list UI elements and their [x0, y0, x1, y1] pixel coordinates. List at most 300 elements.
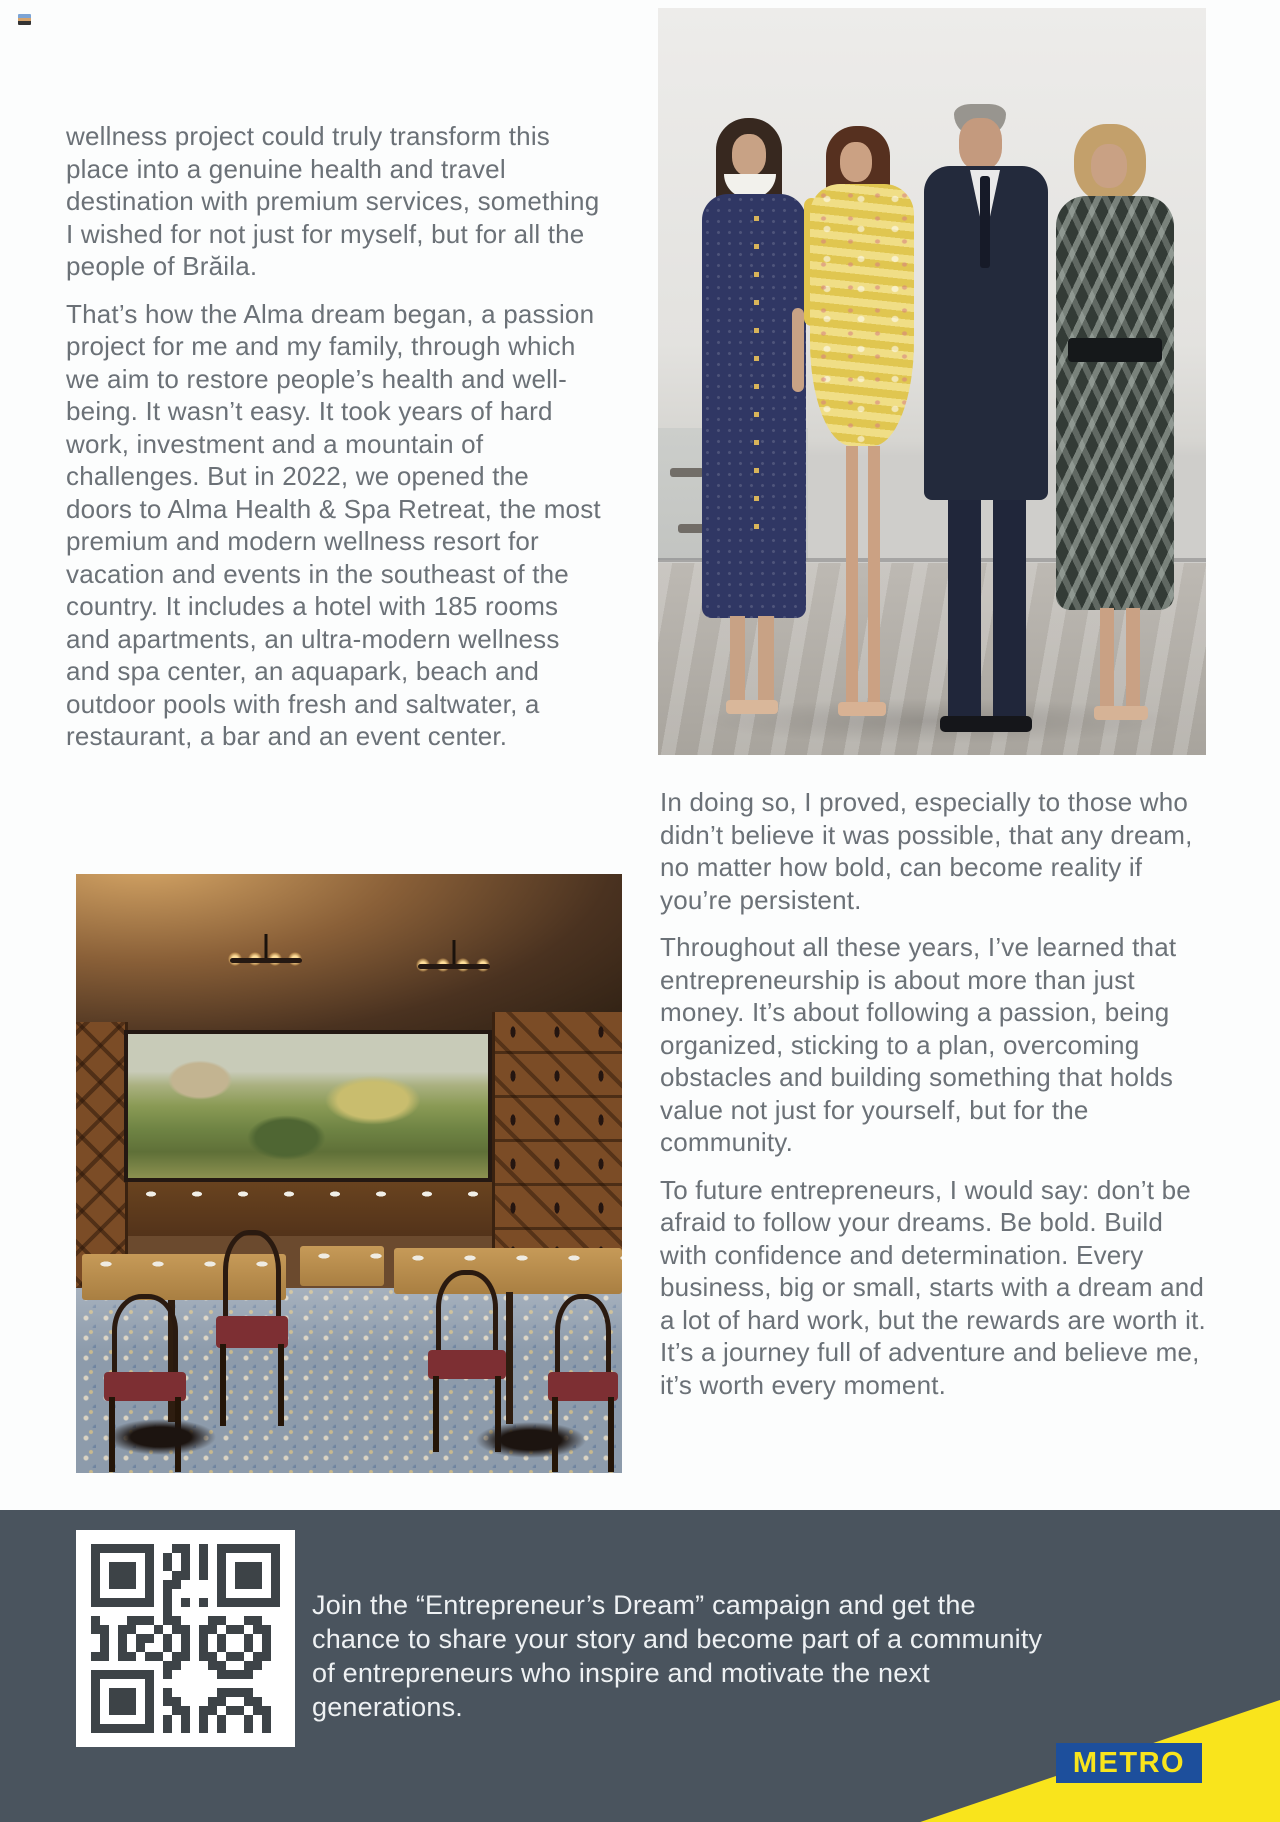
- qr-module: [226, 1571, 235, 1580]
- qr-module: [127, 1562, 136, 1571]
- qr-module: [199, 1643, 208, 1652]
- qr-module: [172, 1598, 181, 1607]
- qr-module: [181, 1607, 190, 1616]
- qr-module: [145, 1589, 154, 1598]
- qr-module: [190, 1625, 199, 1634]
- qr-module: [127, 1724, 136, 1733]
- qr-module: [109, 1634, 118, 1643]
- qr-module: [100, 1724, 109, 1733]
- qr-module: [217, 1643, 226, 1652]
- mini-flag-icon: [18, 14, 31, 25]
- qr-module: [181, 1688, 190, 1697]
- qr-module: [127, 1625, 136, 1634]
- qr-module: [190, 1688, 199, 1697]
- qr-module: [118, 1544, 127, 1553]
- qr-module: [127, 1544, 136, 1553]
- qr-module: [163, 1616, 172, 1625]
- suit-trousers: [948, 500, 1026, 716]
- qr-module: [244, 1598, 253, 1607]
- qr-module: [244, 1670, 253, 1679]
- qr-module: [127, 1679, 136, 1688]
- qr-module: [217, 1598, 226, 1607]
- qr-module: [262, 1697, 271, 1706]
- chair-back: [223, 1230, 281, 1320]
- qr-module: [118, 1553, 127, 1562]
- qr-module: [172, 1634, 181, 1643]
- qr-module: [271, 1571, 280, 1580]
- qr-module: [262, 1679, 271, 1688]
- qr-module: [199, 1625, 208, 1634]
- qr-module: [136, 1562, 145, 1571]
- qr-module: [136, 1661, 145, 1670]
- woman-yellow-legs: [846, 446, 880, 702]
- qr-module: [145, 1616, 154, 1625]
- qr-module: [163, 1652, 172, 1661]
- qr-module: [145, 1688, 154, 1697]
- qr-module: [271, 1643, 280, 1652]
- qr-module: [235, 1661, 244, 1670]
- qr-module: [136, 1544, 145, 1553]
- qr-module: [217, 1688, 226, 1697]
- qr-module: [172, 1697, 181, 1706]
- woman-blonde-legs: [1100, 608, 1140, 706]
- qr-module: [172, 1544, 181, 1553]
- qr-module: [235, 1598, 244, 1607]
- qr-module: [109, 1616, 118, 1625]
- qr-module: [172, 1706, 181, 1715]
- qr-module: [262, 1634, 271, 1643]
- qr-module: [226, 1715, 235, 1724]
- qr-module: [118, 1580, 127, 1589]
- qr-module: [244, 1652, 253, 1661]
- qr-module: [100, 1562, 109, 1571]
- qr-module: [181, 1625, 190, 1634]
- qr-module: [100, 1598, 109, 1607]
- qr-module: [172, 1715, 181, 1724]
- qr-module: [235, 1589, 244, 1598]
- qr-module: [190, 1706, 199, 1715]
- qr-module: [136, 1589, 145, 1598]
- qr-module: [172, 1661, 181, 1670]
- qr-module: [136, 1580, 145, 1589]
- qr-module: [190, 1670, 199, 1679]
- qr-module: [145, 1571, 154, 1580]
- qr-module: [181, 1544, 190, 1553]
- qr-module: [271, 1616, 280, 1625]
- qr-module: [127, 1697, 136, 1706]
- qr-module: [190, 1697, 199, 1706]
- qr-module: [136, 1670, 145, 1679]
- qr-module: [145, 1661, 154, 1670]
- qr-module: [271, 1625, 280, 1634]
- qr-module: [208, 1661, 217, 1670]
- qr-module: [217, 1652, 226, 1661]
- qr-module: [217, 1589, 226, 1598]
- qr-module: [145, 1652, 154, 1661]
- paragraph: That’s how the Alma dream began, a passion project for me and my family, through which we aim to restore people’s health and well-being. It wasn’t easy. It took years of hard work, investment and a mountain of challenges. But in 2022, we opened the doors to Alma Health & Spa Retreat, the most premium and modern wellness resort for vacation and events in the southeast of the country. It includes a hotel with 185 rooms and apartments, an ultra-modern wellness and spa center, an aquapark, beach and outdoor pools with fresh and saltwater, a restaurant, a bar and an event center.: [66, 298, 601, 751]
- qr-module: [127, 1553, 136, 1562]
- qr-module: [109, 1706, 118, 1715]
- dark-tie: [980, 176, 990, 268]
- qr-module: [118, 1697, 127, 1706]
- qr-module: [172, 1562, 181, 1571]
- qr-module: [226, 1607, 235, 1616]
- qr-module: [262, 1607, 271, 1616]
- qr-module: [190, 1607, 199, 1616]
- qr-module: [127, 1652, 136, 1661]
- qr-module: [208, 1670, 217, 1679]
- qr-module: [181, 1670, 190, 1679]
- qr-module: [100, 1652, 109, 1661]
- qr-module: [154, 1571, 163, 1580]
- qr-module: [118, 1715, 127, 1724]
- qr-module: [118, 1634, 127, 1643]
- qr-module: [217, 1697, 226, 1706]
- qr-module: [109, 1598, 118, 1607]
- qr-module: [217, 1724, 226, 1733]
- qr-module: [118, 1589, 127, 1598]
- qr-module: [136, 1571, 145, 1580]
- qr-module: [91, 1688, 100, 1697]
- qr-module: [226, 1643, 235, 1652]
- qr-module: [181, 1724, 190, 1733]
- qr-module: [235, 1553, 244, 1562]
- qr-module: [127, 1670, 136, 1679]
- qr-module: [253, 1643, 262, 1652]
- qr-module: [136, 1706, 145, 1715]
- qr-module: [190, 1643, 199, 1652]
- qr-module: [190, 1571, 199, 1580]
- qr-module: [100, 1670, 109, 1679]
- qr-module: [145, 1670, 154, 1679]
- qr-module: [163, 1688, 172, 1697]
- qr-module: [226, 1589, 235, 1598]
- qr-module: [163, 1607, 172, 1616]
- qr-module: [181, 1598, 190, 1607]
- qr-module: [208, 1634, 217, 1643]
- qr-module: [136, 1607, 145, 1616]
- qr-module: [271, 1607, 280, 1616]
- qr-module: [190, 1598, 199, 1607]
- qr-module: [217, 1544, 226, 1553]
- qr-module: [145, 1625, 154, 1634]
- qr-module: [118, 1652, 127, 1661]
- qr-module: [136, 1697, 145, 1706]
- wooden-table: [300, 1246, 384, 1286]
- qr-module: [172, 1607, 181, 1616]
- qr-module: [226, 1670, 235, 1679]
- qr-module: [217, 1571, 226, 1580]
- qr-module: [118, 1607, 127, 1616]
- qr-module: [145, 1607, 154, 1616]
- qr-module: [127, 1634, 136, 1643]
- qr-module: [199, 1562, 208, 1571]
- qr-module: [172, 1670, 181, 1679]
- qr-module: [226, 1562, 235, 1571]
- qr-module: [154, 1652, 163, 1661]
- qr-module: [244, 1643, 253, 1652]
- qr-module: [181, 1661, 190, 1670]
- qr-module: [190, 1724, 199, 1733]
- qr-module: [244, 1544, 253, 1553]
- qr-module: [154, 1697, 163, 1706]
- qr-module: [208, 1688, 217, 1697]
- qr-module: [118, 1625, 127, 1634]
- qr-module: [199, 1724, 208, 1733]
- qr-module: [208, 1652, 217, 1661]
- qr-module: [235, 1724, 244, 1733]
- qr-module: [253, 1661, 262, 1670]
- qr-module: [109, 1580, 118, 1589]
- qr-module: [136, 1724, 145, 1733]
- qr-module: [271, 1553, 280, 1562]
- qr-module: [271, 1697, 280, 1706]
- qr-module: [109, 1670, 118, 1679]
- qr-module: [100, 1715, 109, 1724]
- qr-module: [145, 1634, 154, 1643]
- qr-module: [109, 1652, 118, 1661]
- qr-module: [190, 1616, 199, 1625]
- qr-module: [244, 1697, 253, 1706]
- table-pedestal-base: [476, 1422, 586, 1458]
- qr-module: [217, 1715, 226, 1724]
- qr-module: [163, 1697, 172, 1706]
- qr-module: [199, 1706, 208, 1715]
- qr-module: [226, 1553, 235, 1562]
- qr-module: [127, 1598, 136, 1607]
- footer-band: [0, 1510, 1280, 1822]
- qr-module: [136, 1679, 145, 1688]
- qr-module: [181, 1679, 190, 1688]
- qr-code: [91, 1544, 280, 1733]
- qr-module: [253, 1634, 262, 1643]
- qr-module: [154, 1706, 163, 1715]
- qr-module: [118, 1679, 127, 1688]
- qr-module: [262, 1562, 271, 1571]
- woman-navy-legs: [730, 616, 774, 702]
- qr-module: [100, 1643, 109, 1652]
- qr-module: [100, 1661, 109, 1670]
- qr-module: [208, 1607, 217, 1616]
- flag-stripe: [18, 21, 31, 25]
- qr-module: [91, 1643, 100, 1652]
- woman-blonde-face: [1091, 144, 1127, 188]
- qr-module: [163, 1706, 172, 1715]
- qr-module: [190, 1652, 199, 1661]
- qr-module: [217, 1670, 226, 1679]
- qr-module: [190, 1544, 199, 1553]
- campaign-message: Join the “Entrepreneur’s Dream” campaign and get the chance to share your story and become part of a community of entrepreneurs who inspire and motivate the next generations.: [312, 1590, 1043, 1722]
- qr-module: [244, 1616, 253, 1625]
- qr-module: [235, 1634, 244, 1643]
- qr-module: [109, 1625, 118, 1634]
- qr-module: [154, 1598, 163, 1607]
- qr-module: [199, 1688, 208, 1697]
- man-face: [959, 118, 1002, 170]
- qr-module: [235, 1544, 244, 1553]
- chair-legs: [220, 1344, 283, 1426]
- qr-module: [91, 1625, 100, 1634]
- qr-module: [109, 1643, 118, 1652]
- qr-module: [163, 1670, 172, 1679]
- qr-module: [226, 1697, 235, 1706]
- qr-module: [262, 1661, 271, 1670]
- qr-module: [235, 1670, 244, 1679]
- qr-module: [271, 1562, 280, 1571]
- qr-module: [91, 1634, 100, 1643]
- qr-module: [253, 1724, 262, 1733]
- qr-module: [208, 1544, 217, 1553]
- qr-module: [127, 1616, 136, 1625]
- qr-module: [199, 1580, 208, 1589]
- qr-module: [271, 1688, 280, 1697]
- qr-module: [226, 1634, 235, 1643]
- qr-module: [244, 1688, 253, 1697]
- qr-module: [172, 1553, 181, 1562]
- qr-module: [190, 1562, 199, 1571]
- qr-module: [154, 1589, 163, 1598]
- qr-module: [253, 1616, 262, 1625]
- qr-module: [217, 1580, 226, 1589]
- qr-module: [154, 1625, 163, 1634]
- qr-module: [145, 1562, 154, 1571]
- qr-module: [136, 1643, 145, 1652]
- qr-module: [100, 1589, 109, 1598]
- article-left-column: [66, 120, 602, 768]
- qr-module: [208, 1697, 217, 1706]
- qr-module: [199, 1715, 208, 1724]
- qr-module: [109, 1679, 118, 1688]
- qr-module: [244, 1661, 253, 1670]
- qr-module: [91, 1589, 100, 1598]
- qr-module: [235, 1715, 244, 1724]
- qr-module: [181, 1643, 190, 1652]
- restaurant-photo: [76, 874, 622, 1473]
- qr-module: [244, 1625, 253, 1634]
- qr-module: [271, 1598, 280, 1607]
- qr-module: [163, 1643, 172, 1652]
- qr-module: [127, 1607, 136, 1616]
- qr-module: [172, 1679, 181, 1688]
- qr-module: [109, 1688, 118, 1697]
- qr-module: [262, 1580, 271, 1589]
- chandelier: [412, 940, 496, 1004]
- qr-module: [118, 1562, 127, 1571]
- qr-module: [100, 1544, 109, 1553]
- qr-module: [163, 1679, 172, 1688]
- paragraph: To future entrepreneurs, I would say: don’t be afraid to follow your dreams. Be bold. Build with confidence and determination. Every business, big or small, starts with a dream and a lot of hard work, but the rewards are worth it. It’s a journey full of adventure and believe me, it’s worth every moment.: [660, 1174, 1206, 1400]
- chandelier: [224, 934, 308, 998]
- qr-module: [100, 1616, 109, 1625]
- qr-module: [181, 1634, 190, 1643]
- qr-module: [262, 1688, 271, 1697]
- qr-module: [154, 1607, 163, 1616]
- qr-module: [262, 1706, 271, 1715]
- qr-module: [172, 1616, 181, 1625]
- qr-module: [244, 1724, 253, 1733]
- qr-module: [91, 1670, 100, 1679]
- qr-module: [145, 1706, 154, 1715]
- qr-module: [100, 1679, 109, 1688]
- qr-module: [163, 1544, 172, 1553]
- qr-module: [100, 1571, 109, 1580]
- qr-module: [244, 1679, 253, 1688]
- qr-module: [118, 1661, 127, 1670]
- qr-module: [181, 1706, 190, 1715]
- qr-module: [244, 1562, 253, 1571]
- qr-module: [226, 1679, 235, 1688]
- qr-module: [199, 1544, 208, 1553]
- qr-module: [181, 1571, 190, 1580]
- qr-module: [199, 1634, 208, 1643]
- qr-module: [136, 1634, 145, 1643]
- qr-module: [199, 1697, 208, 1706]
- qr-module: [136, 1715, 145, 1724]
- qr-module: [208, 1643, 217, 1652]
- qr-module: [118, 1688, 127, 1697]
- qr-module: [208, 1589, 217, 1598]
- qr-module: [136, 1616, 145, 1625]
- qr-module: [271, 1679, 280, 1688]
- qr-module: [163, 1715, 172, 1724]
- yellow-floral-dress: [810, 184, 914, 446]
- qr-module: [235, 1652, 244, 1661]
- qr-module: [100, 1625, 109, 1634]
- qr-module: [271, 1580, 280, 1589]
- qr-module: [163, 1589, 172, 1598]
- patterned-dark-dress: [1056, 196, 1174, 610]
- paragraph: Throughout all these years, I’ve learned that entrepreneurship is about more than just money. It’s about following a passion, being organized, sticking to a plan, overcoming obstacles and building something that holds value not just for yourself, but for the community.: [660, 932, 1177, 1157]
- qr-module: [271, 1652, 280, 1661]
- qr-module: [253, 1553, 262, 1562]
- qr-module: [145, 1724, 154, 1733]
- qr-module: [100, 1607, 109, 1616]
- qr-module: [127, 1661, 136, 1670]
- qr-module: [163, 1625, 172, 1634]
- qr-module: [271, 1634, 280, 1643]
- qr-module: [118, 1571, 127, 1580]
- qr-module: [253, 1679, 262, 1688]
- qr-module: [271, 1715, 280, 1724]
- qr-module: [271, 1670, 280, 1679]
- qr-module: [217, 1625, 226, 1634]
- qr-module: [172, 1571, 181, 1580]
- qr-module: [208, 1571, 217, 1580]
- qr-module: [208, 1706, 217, 1715]
- chair-back: [555, 1294, 611, 1376]
- qr-module: [145, 1598, 154, 1607]
- qr-module: [244, 1580, 253, 1589]
- navy-lace-dress: [702, 194, 806, 618]
- qr-module: [217, 1562, 226, 1571]
- qr-module: [154, 1643, 163, 1652]
- qr-module: [235, 1625, 244, 1634]
- qr-module: [163, 1724, 172, 1733]
- qr-module: [199, 1670, 208, 1679]
- qr-module: [154, 1616, 163, 1625]
- qr-module: [163, 1598, 172, 1607]
- qr-module: [118, 1598, 127, 1607]
- qr-module: [91, 1553, 100, 1562]
- qr-module: [217, 1661, 226, 1670]
- qr-module: [235, 1562, 244, 1571]
- qr-module: [154, 1580, 163, 1589]
- qr-module: [253, 1571, 262, 1580]
- qr-module: [190, 1580, 199, 1589]
- qr-module: [91, 1616, 100, 1625]
- qr-module: [217, 1553, 226, 1562]
- woman-navy-arm: [792, 308, 804, 392]
